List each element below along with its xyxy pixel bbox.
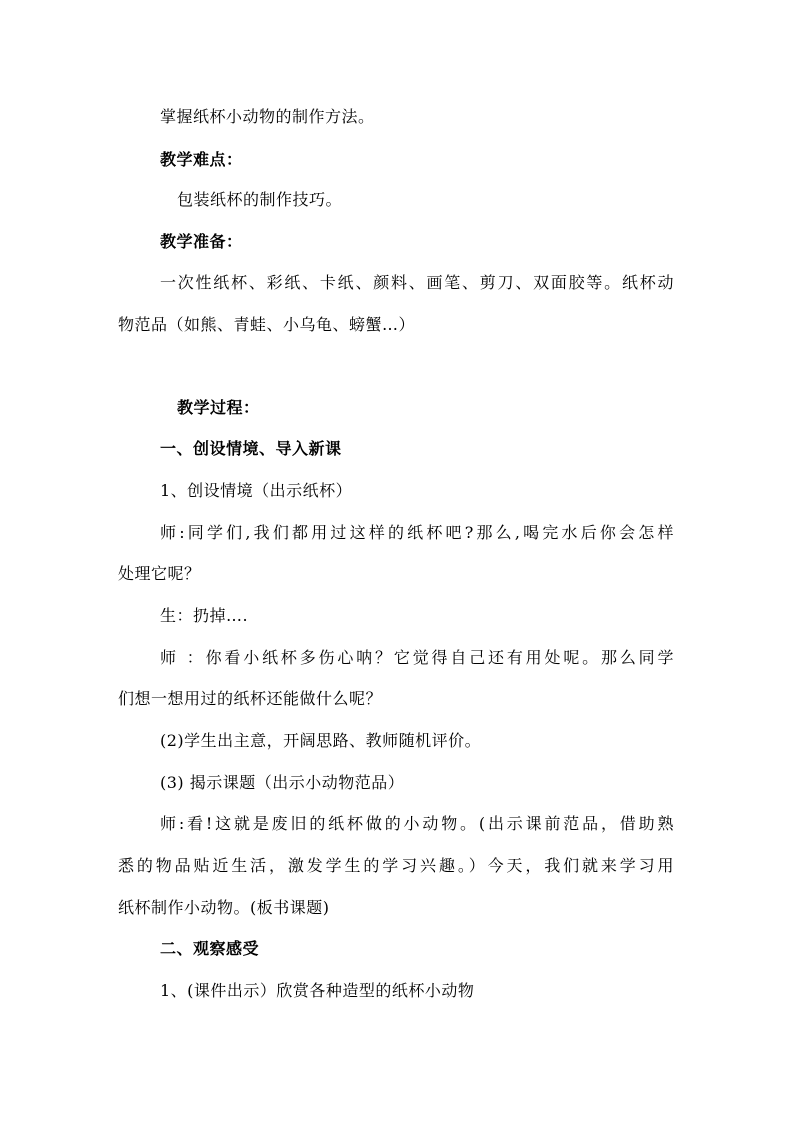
section-2-step-1-text: 1、(课件出示）欣赏各种造型的纸杯小动物	[160, 981, 475, 1000]
teacher-line-3-continued: 悉的物品贴近生活，激发学生的学习兴趣。）今天，我们就来学习用	[118, 856, 674, 875]
preparation-text-continued: 物范品（如熊、青蛙、小乌龟、螃蟹…）	[118, 315, 416, 334]
heading-teaching-difficulty: 教学难点：	[160, 150, 243, 169]
objective-text: 掌握纸杯小动物的制作方法。	[160, 107, 375, 126]
teacher-line-2-continued: 们想一想用过的纸杯还能做什么呢？	[118, 689, 383, 708]
difficulty-text: 包装纸杯的制作技巧。	[177, 190, 343, 209]
heading-teaching-process: 教学过程：	[177, 398, 260, 417]
step-1-text: 1、创设情境（出示纸杯）	[160, 481, 353, 500]
teacher-line-1-continued: 处理它呢？	[118, 564, 201, 583]
section-heading-2: 二、观察感受	[160, 939, 260, 958]
preparation-text: 一次性纸杯、彩纸、卡纸、颜料、画笔、剪刀、双面胶等。纸杯动	[160, 273, 674, 292]
teacher-line-3: 师:看!这就是废旧的纸杯做的小动物。(出示课前范品，借助熟	[160, 814, 674, 833]
teacher-line-1: 师:同学们,我们都用过这样的纸杯吧?那么,喝完水后你会怎样	[160, 523, 674, 542]
heading-teaching-preparation: 教学准备：	[160, 232, 243, 251]
section-heading-1: 一、创设情境、导入新课	[160, 439, 342, 458]
step-3-text: (3) 揭示课题（出示小动物范品）	[160, 773, 405, 792]
teacher-line-3-end: 纸杯制作小动物。(板书课题)	[118, 898, 330, 917]
student-line: 生：扔掉….	[160, 606, 249, 625]
teacher-line-2: 师 ：你看小纸杯多伤心呐？它觉得自己还有用处呢。那么同学	[160, 648, 674, 667]
step-2-text: (2)学生出主意，开阔思路、教师随机评价。	[160, 731, 482, 750]
